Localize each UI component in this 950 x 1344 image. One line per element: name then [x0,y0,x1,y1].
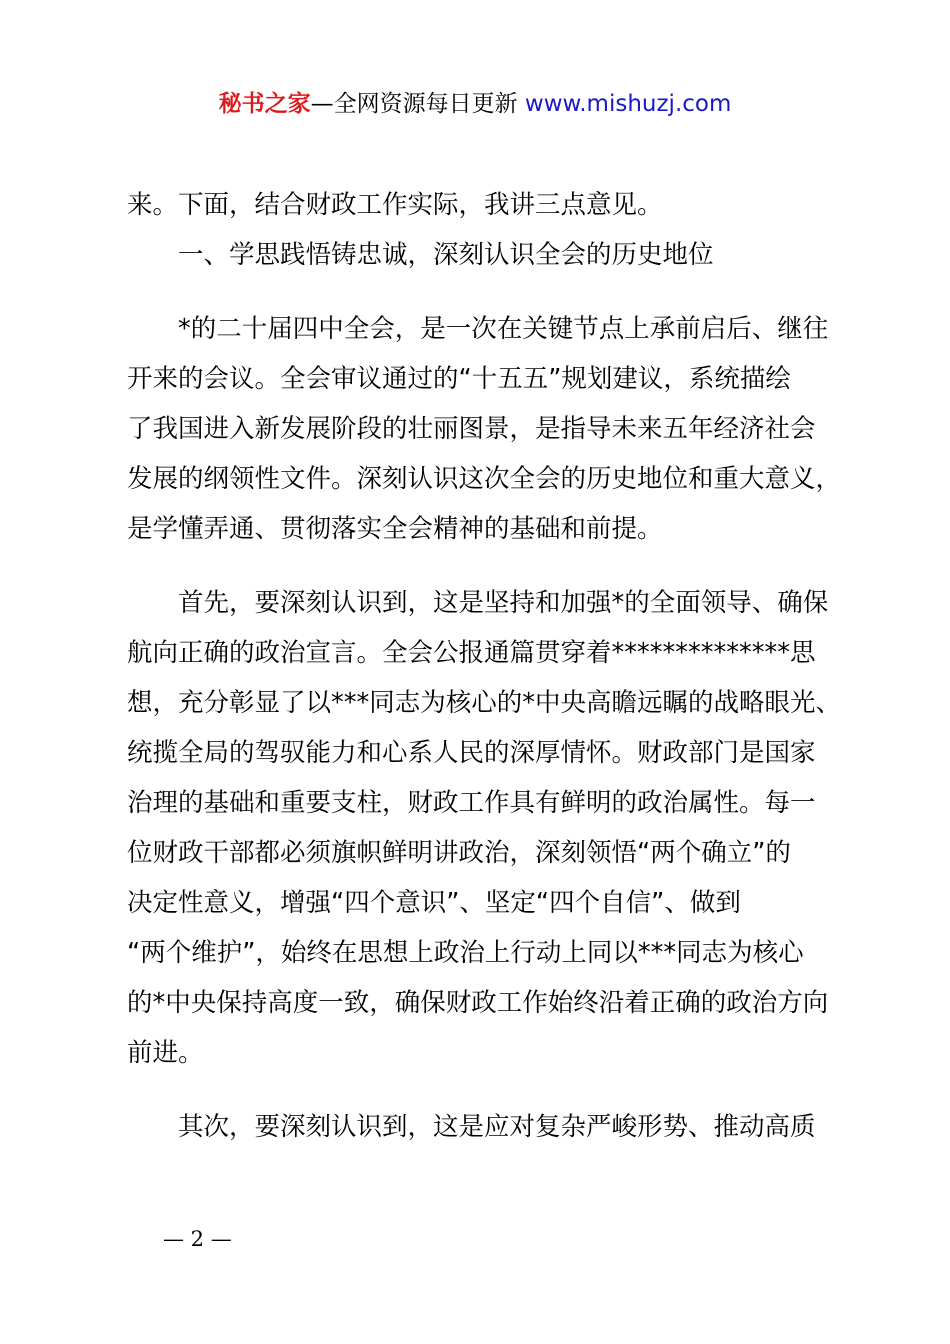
paragraph [127,578,841,1078]
page-header [0,86,950,122]
paragraph-line: *的二十届四中全会，是一次在关键节点上承前启后、继往 [178,314,829,344]
paragraph-line: 开来的会议。全会审议通过的“十五五”规划建议，系统描绘 [127,364,791,394]
paragraph-line: 了我国进入新发展阶段的壮丽图景，是指导未来五年经济社会 [127,414,816,444]
paragraph [127,304,841,554]
paragraph [127,1102,841,1152]
paragraph-line: 想，充分彰显了以***同志为核心的*中央高瞻远瞩的战略眼光、 [127,688,842,718]
header-tagline: —全网资源每日更新 [310,91,525,117]
brand-name: 秘书之家 [218,91,311,117]
paragraph-line: 治理的基础和重要支柱，财政工作具有鲜明的政治属性。每一 [127,788,816,818]
paragraph-line: 航向正确的政治宣言。全会公报通篇贯穿着**************思 [127,638,816,668]
page-number: — 2 — [163,1227,232,1251]
paragraph-line: 首先，要深刻认识到，这是坚持和加强*的全面领导、确保 [178,588,829,618]
paragraph-line: 位财政干部都必须旗帜鲜明讲政治，深刻领悟“两个确立”的 [127,838,791,868]
paragraph-line: 是学懂弄通、贯彻落实全会精神的基础和前提。 [127,514,663,544]
paragraph-continuation: 来。下面，结合财政工作实际，我讲三点意见。 [127,190,663,220]
website-link[interactable]: www.mishuzj.com [524,91,732,117]
paragraph-line: 统揽全局的驾驭能力和心系人民的深厚情怀。财政部门是国家 [127,738,816,768]
document-body [127,180,841,1152]
paragraph-line: 发展的纲领性文件。深刻认识这次全会的历史地位和重大意义， [127,464,842,494]
paragraph-line: “两个维护”，始终在思想上政治上行动上同以***同志为核心 [127,938,804,968]
paragraph-line: 前进。 [127,1038,204,1068]
paragraph-line: 决定性意义，增强“四个意识”、坚定“四个自信”、做到 [127,888,741,918]
paragraph-line: 其次，要深刻认识到，这是应对复杂严峻形势、推动高质 [178,1112,816,1142]
paragraph-line: 的*中央保持高度一致，确保财政工作始终沿着正确的政治方向 [127,988,829,1018]
section-heading: 一、学思践悟铸忠诚，深刻认识全会的历史地位 [178,240,714,270]
